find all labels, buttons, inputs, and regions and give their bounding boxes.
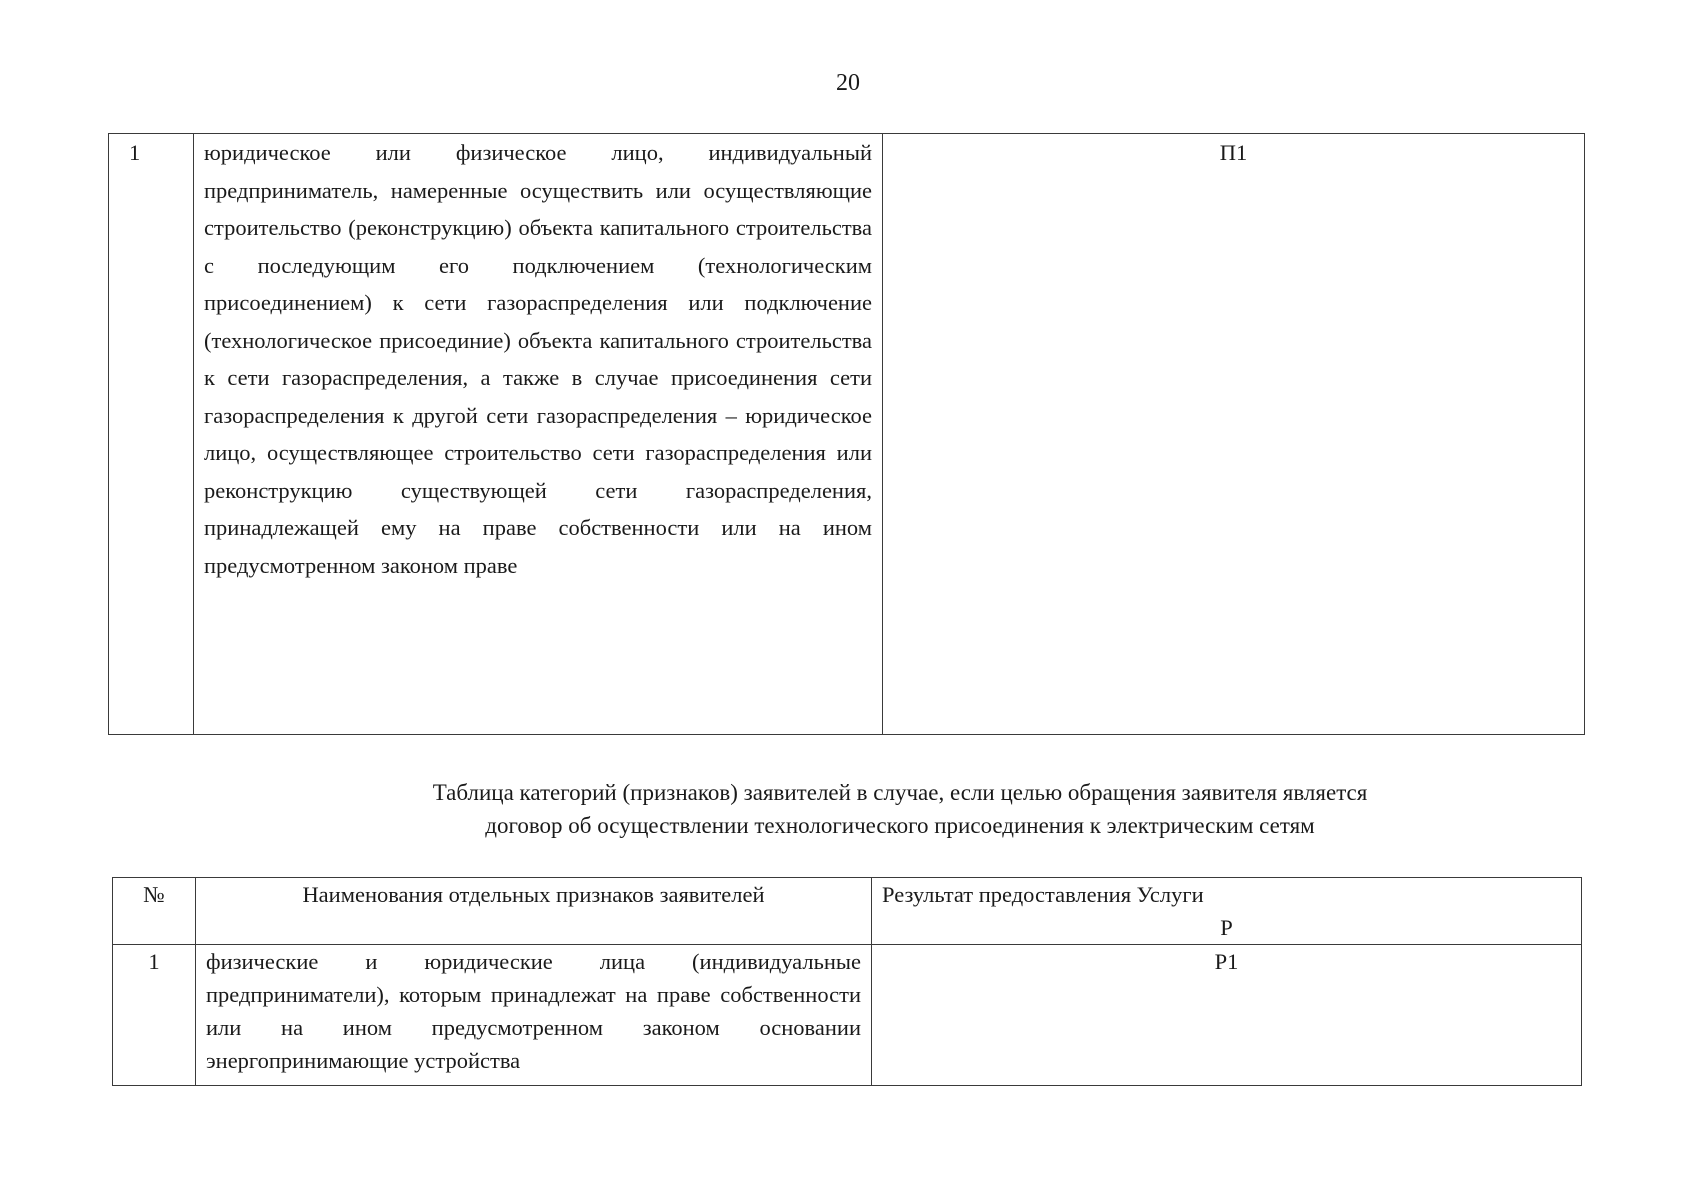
row-result: Р1 <box>872 945 1582 1086</box>
table-row <box>109 134 1585 735</box>
table-header-row <box>113 878 1582 945</box>
row-description: физические и юридические лица (индивидуальные предприниматели), которым принадлежат на праве собственности или на ином предусмотренном законом основании энергопринимающие устройства <box>196 945 872 1086</box>
page-number: 20 <box>836 70 860 96</box>
caption-line-2: договор об осуществлении технологического присоединения к электрическим сетям <box>485 813 1315 838</box>
row-number: 1 <box>109 134 194 735</box>
table-caption <box>250 776 1550 842</box>
header-result <box>872 878 1582 945</box>
row-description: юридическое или физическое лицо, индивидуальный предприниматель, намеренные осуществить или осуществляющие строительство (реконструкцию) объекта капитального строительства с последующим его подключением (технологическим присоединением) к сети газораспределения или подключение (технологическое присоединие) объекта капитального строительства к сети газораспределения, а также в случае присоединения сети газораспределения к другой сети газораспределения – юридическое лицо, осуществляющее строительство сети газораспределения или реконструкцию существующей сети газораспределения, принадлежащей ему на праве собственности или на ином предусмотренном законом праве <box>194 134 883 735</box>
header-result-code: Р <box>1220 915 1233 940</box>
applicant-category-table-gas <box>108 133 1585 735</box>
applicant-category-table-electric <box>112 877 1582 1086</box>
caption-line-1: Таблица категорий (признаков) заявителей в случае, если целью обращения заявителя является <box>432 780 1368 805</box>
header-number: № <box>113 878 196 945</box>
header-name: Наименования отдельных признаков заявителей <box>196 878 872 945</box>
row-number: 1 <box>113 945 196 1086</box>
header-result-label: Результат предоставления Услуги <box>882 882 1204 907</box>
table-row <box>113 945 1582 1086</box>
row-result: П1 <box>883 134 1585 735</box>
